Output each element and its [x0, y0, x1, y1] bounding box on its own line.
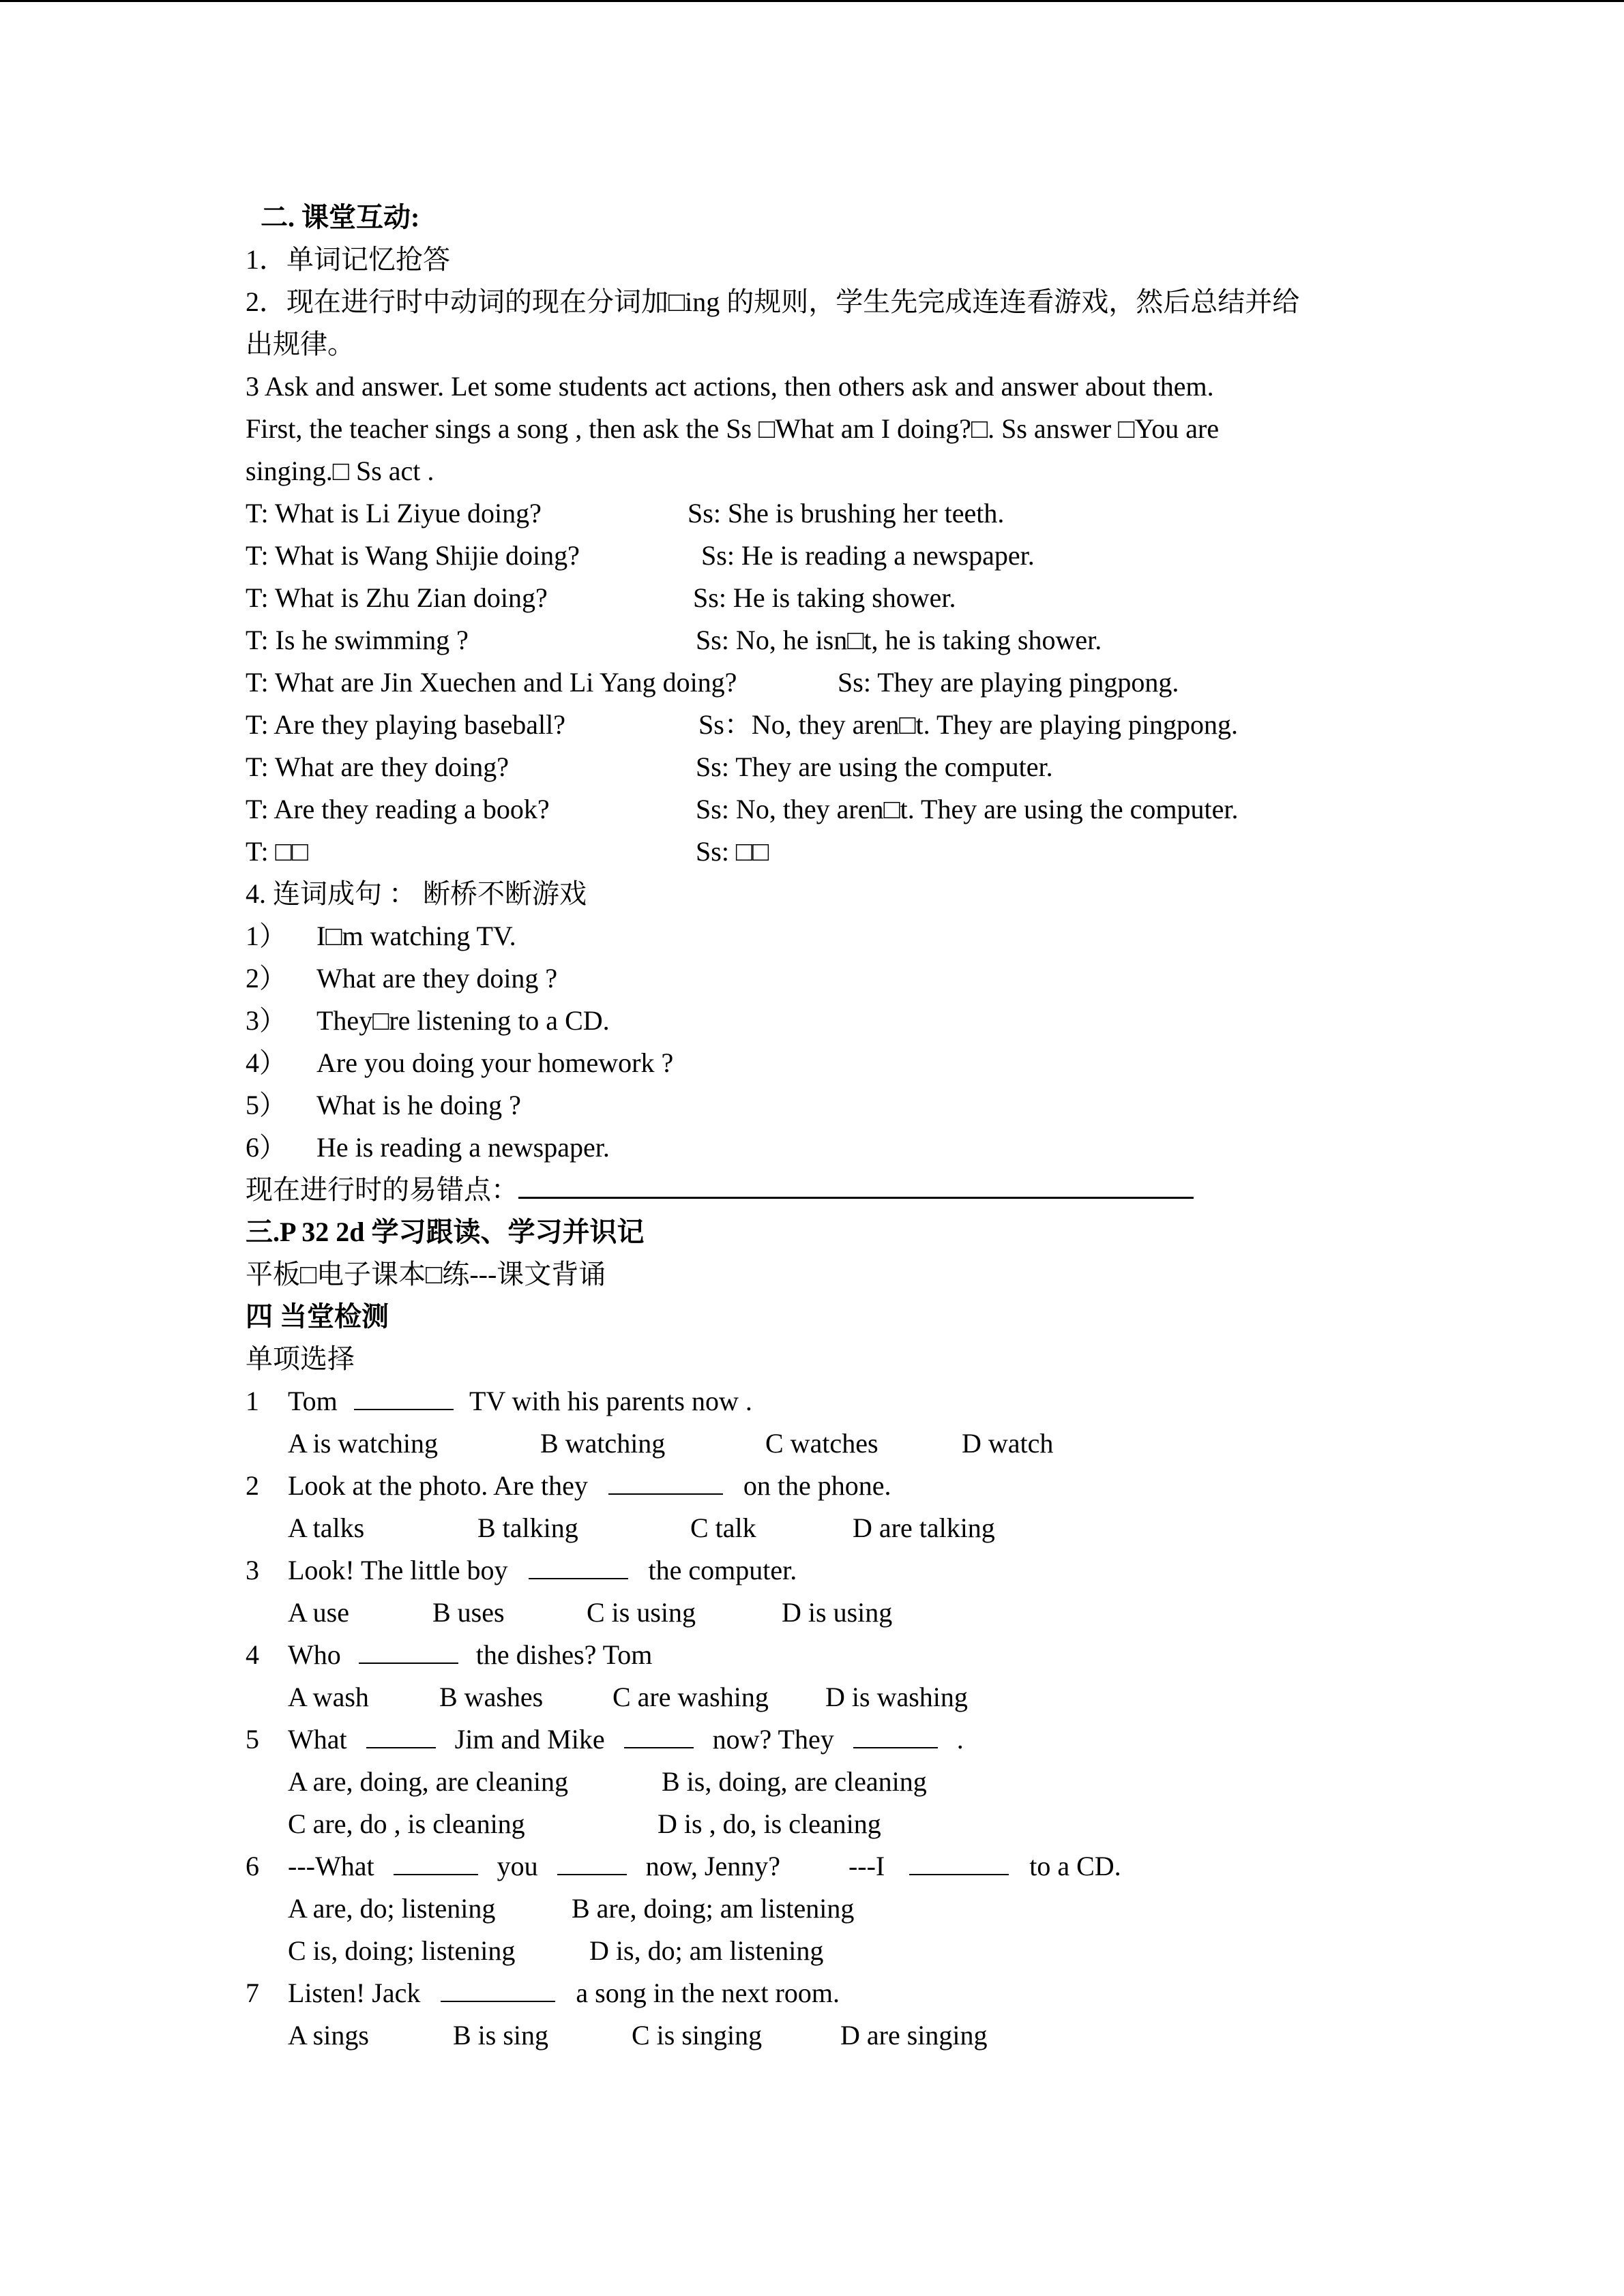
dialogue-row: [246, 831, 769, 873]
option-b[interactable]: B uses: [432, 1597, 505, 1628]
answer-blank[interactable]: [366, 1725, 436, 1748]
dialogue-row: [246, 535, 1035, 577]
sentence-number: 5）: [246, 1090, 286, 1120]
option-c[interactable]: C talk: [690, 1512, 756, 1543]
question-text: Jim and Mike: [454, 1724, 605, 1755]
question-number: 2: [246, 1470, 259, 1501]
student-answer: Ss: They are playing pingpong.: [838, 667, 1179, 698]
teacher-question: T: What are they doing?: [246, 751, 510, 782]
question-1: [246, 1380, 752, 1422]
student-answer: Ss: No, they aren□t. They are using the computer.: [696, 794, 1239, 824]
option-d[interactable]: D is, do; am listening: [589, 1935, 824, 1966]
answer-blank[interactable]: [394, 1852, 478, 1875]
question-text: to a CD.: [1029, 1851, 1121, 1881]
section2-item3-title: 3 Ask and answer. Let some students act actions, then others ask and answer about them.: [246, 371, 1214, 402]
answer-blank[interactable]: [853, 1725, 938, 1748]
option-c[interactable]: C is, doing; listening: [288, 1935, 516, 1966]
option-b[interactable]: B is sing: [453, 2020, 549, 2051]
question-text: Tom: [288, 1386, 338, 1416]
answer-blank[interactable]: [608, 1472, 723, 1495]
sentence-item: [246, 1000, 610, 1042]
question-number: 4: [246, 1639, 259, 1670]
errors-row: [246, 1169, 1194, 1211]
option-c[interactable]: C is using: [587, 1597, 696, 1628]
sentence-text: Are you doing your homework ?: [316, 1047, 674, 1078]
dialogue-row: [246, 619, 1102, 661]
teacher-question: T: What is Wang Shijie doing?: [246, 540, 580, 571]
dialogue-row: [246, 788, 1239, 831]
sentence-text: They□re listening to a CD.: [316, 1005, 610, 1036]
sentence-number: 2）: [246, 963, 286, 994]
page-top-border: [0, 0, 1624, 2]
question-text: Who: [288, 1639, 341, 1670]
question-text: the dishes? Tom: [475, 1639, 653, 1670]
section2-item1: 1．单词记忆抢答: [246, 244, 450, 275]
section3-line: 平板□电子课本□练---课文背诵: [246, 1259, 606, 1289]
sentence-item: [246, 915, 516, 957]
teacher-question: T: What is Zhu Zian doing?: [246, 582, 548, 613]
sentence-text: What is he doing ?: [316, 1090, 521, 1120]
student-answer: Ss：No, they aren□t. They are playing pingpong.: [698, 709, 1239, 740]
option-b[interactable]: B watching: [540, 1428, 666, 1459]
question-text: Look at the photo. Are they: [288, 1470, 588, 1501]
option-a[interactable]: A are, do; listening: [288, 1893, 496, 1924]
option-d[interactable]: D are talking: [853, 1512, 995, 1543]
question-text: ---What: [288, 1851, 374, 1881]
question-text: Look! The little boy: [288, 1555, 508, 1585]
question-3: [246, 1549, 797, 1592]
teacher-question: T: What is Li Ziyue doing?: [246, 498, 542, 528]
student-answer: Ss: They are using the computer.: [696, 751, 1053, 782]
sentence-number: 6）: [246, 1132, 286, 1163]
question-number: 3: [246, 1555, 259, 1585]
question-text: the computer.: [648, 1555, 797, 1585]
answer-blank[interactable]: [359, 1641, 458, 1664]
dialogue-row: [246, 746, 1053, 788]
option-d[interactable]: D is , do, is cleaning: [658, 1808, 881, 1839]
teacher-question: T: Are they playing baseball?: [246, 709, 565, 740]
teacher-question: T: What are Jin Xuechen and Li Yang doing?: [246, 667, 737, 698]
question-text: you: [497, 1851, 538, 1881]
question-number: 5: [246, 1724, 259, 1755]
teacher-question: T: Is he swimming ?: [246, 625, 469, 655]
teacher-question: T: □□: [246, 836, 308, 867]
section2-item4-title: 4. 连词成句 ： 断桥不断游戏: [246, 878, 587, 909]
option-a[interactable]: A sings: [288, 2020, 369, 2051]
question-text: a song in the next room.: [576, 1978, 840, 2008]
question-text: ---I: [848, 1851, 885, 1881]
sentence-text: I□m watching TV.: [316, 921, 516, 951]
dialogue-row: [246, 492, 1005, 535]
student-answer: Ss: No, he isn□t, he is taking shower.: [696, 625, 1102, 655]
answer-blank[interactable]: [441, 1979, 555, 2002]
answer-blank[interactable]: [909, 1852, 1009, 1875]
errors-blank-line[interactable]: [518, 1174, 1194, 1199]
question-text: now, Jenny?: [645, 1851, 780, 1881]
dialogue-row: [246, 704, 1239, 746]
question-text: now? They: [712, 1724, 834, 1755]
question-number: 1: [246, 1386, 259, 1416]
dialogue-row: [246, 577, 956, 619]
option-b[interactable]: B washes: [439, 1682, 544, 1712]
option-a[interactable]: A is watching: [288, 1428, 438, 1459]
teacher-question: T: Are they reading a book?: [246, 794, 550, 824]
section2-item3-line2: First, the teacher sings a song , then ask the Ss □What am I doing?□. Ss answer □You are: [246, 413, 1220, 444]
section4-subheading: 单项选择: [246, 1343, 355, 1374]
option-c[interactable]: C is singing: [632, 2020, 763, 2051]
student-answer: Ss: He is taking shower.: [693, 582, 956, 613]
sentence-item: [246, 957, 558, 1000]
answer-blank[interactable]: [557, 1852, 627, 1875]
section2-heading: 二. 课堂互动:: [261, 202, 420, 233]
option-b[interactable]: B are, doing; am listening: [572, 1893, 855, 1924]
errors-label: 现在进行时的易错点：: [246, 1174, 518, 1205]
option-c[interactable]: C are, do , is cleaning: [288, 1808, 525, 1839]
student-answer: Ss: He is reading a newspaper.: [701, 540, 1035, 571]
student-answer: Ss: She is brushing her teeth.: [688, 498, 1005, 528]
answer-blank[interactable]: [354, 1387, 454, 1410]
question-text: TV with his parents now .: [469, 1386, 752, 1416]
sentence-number: 4）: [246, 1047, 286, 1078]
section4-heading: 四 当堂检测: [246, 1301, 389, 1332]
option-a[interactable]: A are, doing, are cleaning: [288, 1766, 568, 1797]
sentence-number: 3）: [246, 1005, 286, 1036]
option-a[interactable]: A wash: [288, 1682, 369, 1712]
answer-blank[interactable]: [624, 1725, 694, 1748]
section2-item3-line3: singing.□ Ss act .: [246, 456, 434, 486]
option-a[interactable]: A use: [288, 1597, 349, 1628]
student-answer: Ss: □□: [696, 836, 769, 867]
question-text: on the phone.: [743, 1470, 891, 1501]
option-d[interactable]: D are singing: [840, 2020, 988, 2051]
sentence-number: 1）: [246, 921, 286, 951]
question-6: [246, 1845, 1121, 1888]
section2-item2-line1: 2．现在进行时中动词的现在分词加□ing 的规则，学生先完成连连看游戏，然后总结并给: [246, 286, 1300, 317]
question-number: 6: [246, 1851, 259, 1881]
question-5: [246, 1718, 964, 1761]
question-text: What: [288, 1724, 347, 1755]
question-2: [246, 1465, 891, 1507]
option-c[interactable]: C are washing: [612, 1682, 769, 1712]
section2-item2-line2: 出规律。: [246, 329, 355, 359]
sentence-item: [246, 1084, 521, 1127]
sentence-text: He is reading a newspaper.: [316, 1132, 610, 1163]
option-a[interactable]: A talks: [288, 1512, 365, 1543]
section3-heading: 三.P 32 2d 学习跟读、学习并识记: [246, 1217, 645, 1247]
sentence-text: What are they doing ?: [316, 963, 558, 994]
option-b[interactable]: B is, doing, are cleaning: [662, 1766, 927, 1797]
sentence-item: [246, 1042, 674, 1084]
question-7: [246, 1972, 840, 2014]
question-4: [246, 1634, 653, 1676]
option-d[interactable]: D watch: [962, 1428, 1054, 1459]
question-text: Listen! Jack: [288, 1978, 421, 2008]
question-text: .: [956, 1724, 964, 1755]
question-number: 7: [246, 1978, 259, 2008]
option-c[interactable]: C watches: [765, 1428, 879, 1459]
sentence-item: [246, 1127, 610, 1169]
option-b[interactable]: B talking: [477, 1512, 578, 1543]
option-d[interactable]: D is using: [782, 1597, 893, 1628]
answer-blank[interactable]: [529, 1556, 628, 1579]
option-d[interactable]: D is washing: [825, 1682, 968, 1712]
dialogue-row: [246, 661, 1179, 704]
